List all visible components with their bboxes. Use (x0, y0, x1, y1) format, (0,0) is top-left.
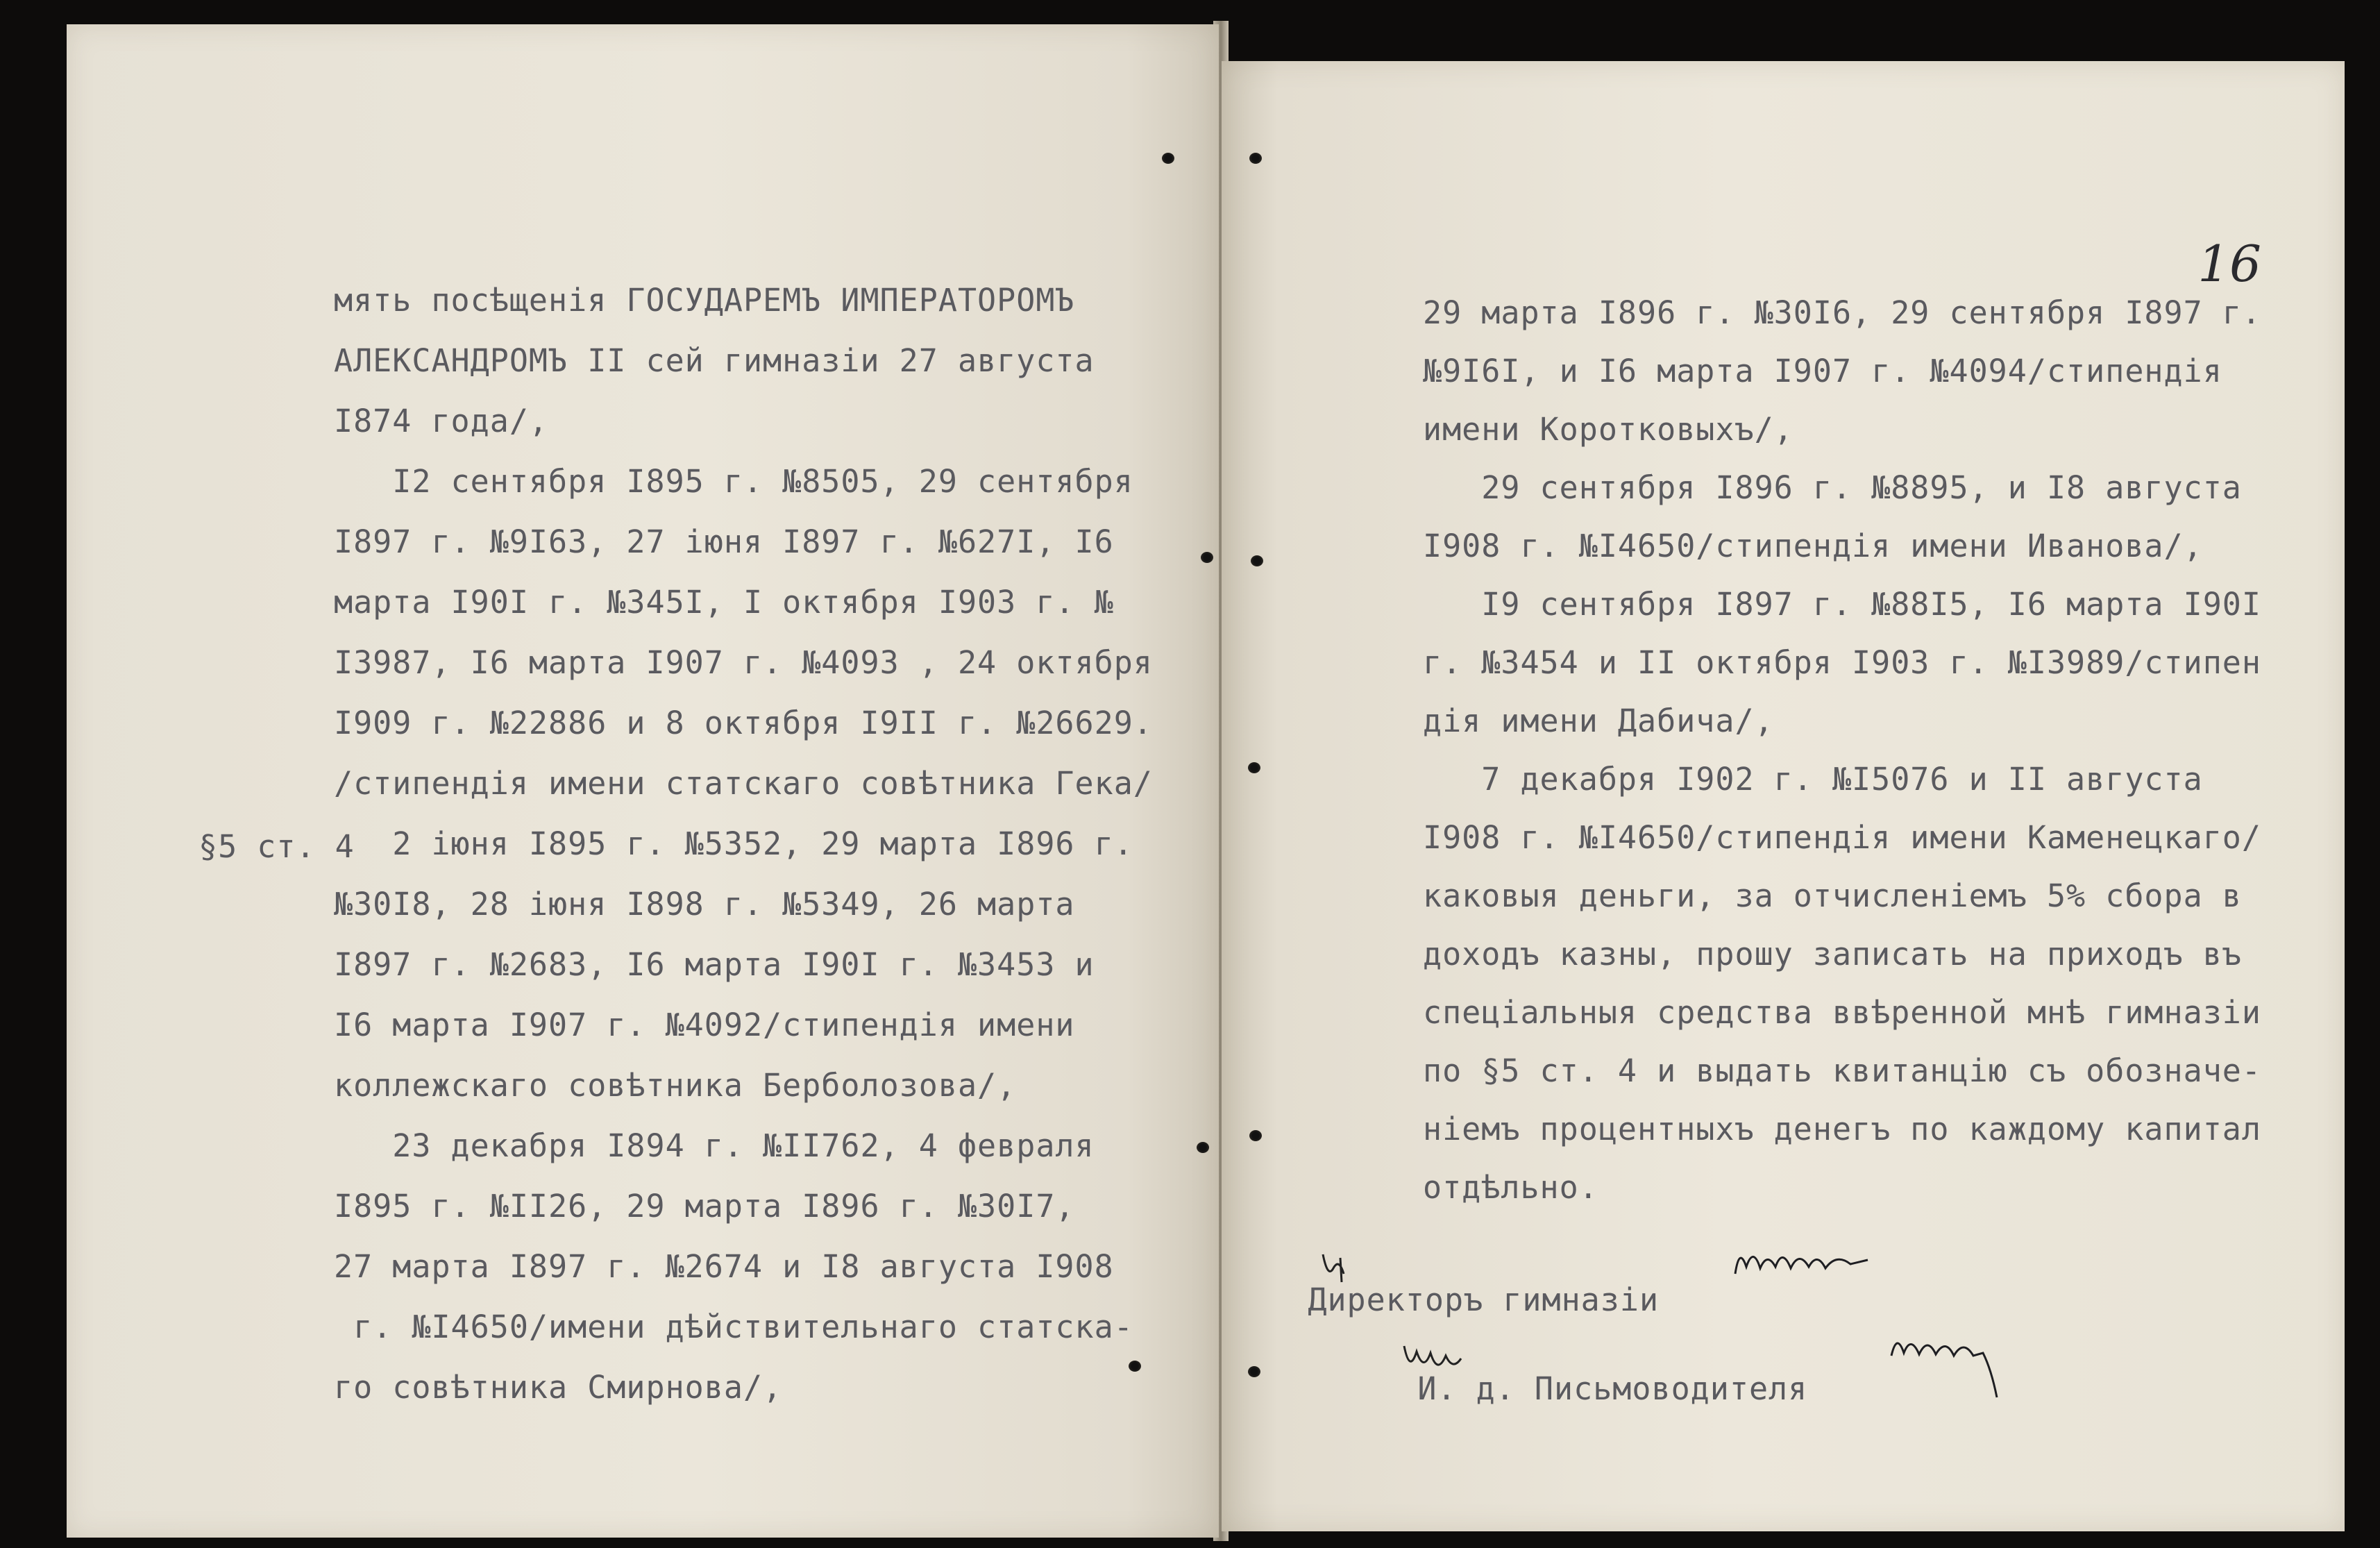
page-number: 16 (2197, 235, 2261, 293)
text-line: г. №3454 и II октября I903 г. №I3989/стипен (1423, 644, 2261, 681)
binding-hole-icon (1162, 153, 1174, 164)
handwritten-initial-icon (1284, 1301, 1464, 1417)
text-line: /стипендія имени статскаго совѣтника Гека/ (334, 765, 1153, 802)
margin-note: §5 ст. 4 (199, 828, 355, 865)
text-line: 23 декабря I894 г. №II762, 4 февраля (334, 1127, 1095, 1164)
text-line: I897 г. №9I63, 27 іюня I897 г. №627I, I6 (334, 523, 1114, 560)
clerk-line (1340, 1311, 1807, 1467)
right-page (1222, 61, 2345, 1531)
text-line: дія имени Дабича/, (1423, 703, 1774, 739)
text-line: I874 года/, (334, 403, 549, 439)
binding-hole-icon (1129, 1361, 1141, 1372)
text-line: I9 сентября I897 г. №88I5, I6 марта I90I (1423, 586, 2261, 623)
text-line: г. №I4650/имени дѣйствительнаго статска- (334, 1309, 1133, 1345)
text-line: 27 марта I897 г. №2674 и I8 августа I908 (334, 1248, 1114, 1285)
text-line: коллежскаго совѣтника Берболозова/, (334, 1067, 1017, 1104)
text-line: 29 сентября I896 г. №8895, и I8 августа (1423, 469, 2242, 506)
text-line: АЛЕКСАНДРОМЪ II сей гимназіи 27 августа (334, 342, 1095, 379)
binding-hole-icon (1251, 555, 1263, 566)
text-line: I895 г. №II26, 29 марта I896 г. №30I7, (334, 1188, 1075, 1225)
text-line: го совѣтника Смирнова/, (334, 1369, 783, 1406)
text-line: отдѣльно. (1423, 1169, 1598, 1206)
binding-hole-icon (1197, 1142, 1209, 1153)
text-line: I6 марта I907 г. №4092/стипендія имени (334, 1007, 1075, 1043)
text-line: 29 марта I896 г. №30I6, 29 сентября I897 г. (1423, 294, 2261, 331)
text-line: марта I90I г. №345I, I октября I903 г. № (334, 584, 1114, 621)
binding-hole-icon (1248, 762, 1260, 773)
text-line: каковыя деньги, за отчисленіемъ 5% сбора в (1423, 877, 2242, 914)
text-line: мять посѣщенія ГОСУДАРЕМЪ ИМПЕРАТОРОМЪ (334, 282, 1075, 319)
text-line: I897 г. №2683, I6 марта I90I г. №3453 и (334, 946, 1095, 983)
clerk-signature-icon (1770, 1297, 2012, 1440)
text-line: №9I6I, и I6 марта I907 г. №4094/стипендія (1423, 353, 2222, 389)
binding-hole-icon (1249, 153, 1262, 164)
text-line: I2 сентября I895 г. №8505, 29 сентября (334, 463, 1133, 500)
text-line: I908 г. №I4650/стипендія имени Иванова/, (1423, 528, 2203, 564)
text-line: I3987, I6 марта I907 г. №4093 , 24 октября (334, 644, 1153, 681)
text-line: имени Коротковыхъ/, (1423, 411, 1794, 448)
clerk-title: И. д. Письмоводителя (1417, 1370, 1808, 1407)
text-line: по §5 ст. 4 и выдать квитанцію съ обозначе- (1423, 1052, 2261, 1089)
left-page (67, 24, 1219, 1538)
director-title: Директоръ гимназіи (1308, 1281, 1660, 1318)
text-line: I909 г. №22886 и 8 октября I9II г. №26629. (334, 705, 1153, 741)
text-line: доходъ казны, прошу записать на приходъ въ (1423, 936, 2242, 973)
binding-hole-icon (1249, 1130, 1262, 1141)
text-line: ніемъ процентныхъ денегъ по каждому капитал (1423, 1111, 2261, 1147)
text-line: №30I8, 28 іюня I898 г. №5349, 26 марта (334, 886, 1075, 923)
text-line: спеціальныя средства ввѣренной мнѣ гимназіи (1423, 994, 2261, 1031)
binding-hole-icon (1201, 552, 1213, 563)
text-line: I908 г. №I4650/стипендія имени Каменецкаго/ (1423, 819, 2261, 856)
text-line: 2 іюня I895 г. №5352, 29 марта I896 г. (334, 825, 1133, 862)
text-line: 7 декабря I902 г. №I5076 и II августа (1423, 761, 2203, 798)
